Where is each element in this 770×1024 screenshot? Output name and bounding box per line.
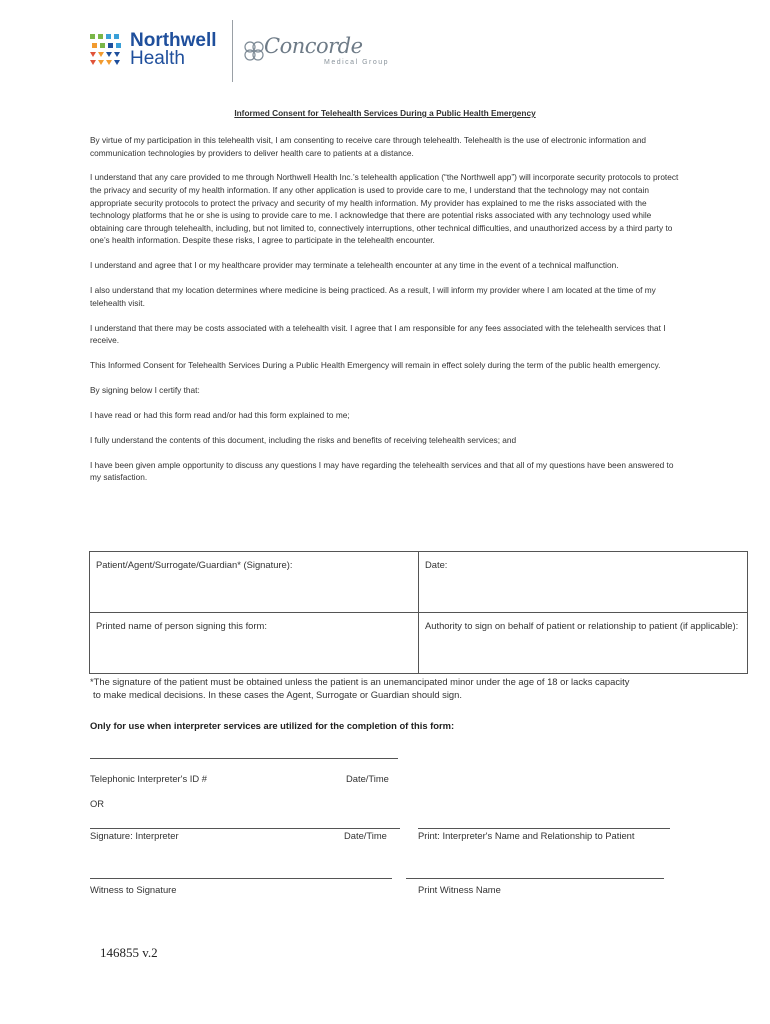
witness-print-line[interactable] <box>406 878 664 879</box>
date-field[interactable]: Date: <box>419 552 748 613</box>
date-time-label: Date/Time <box>346 773 389 784</box>
concorde-logo-icon <box>242 40 266 62</box>
concorde-logo-text: Concorde <box>264 34 363 58</box>
interpreter-print-label: Print: Interpreter's Name and Relationship to Patient <box>418 830 635 841</box>
paragraph: By signing below I certify that: <box>90 385 200 396</box>
paragraph: I have read or had this form read and/or had this form explained to me; <box>90 409 350 420</box>
printed-name-field[interactable]: Printed name of person signing this form: <box>90 613 419 674</box>
paragraph: I understand that any care provided to me through Northwell Health Inc.’s telehealth application (“the Northwell app”) will incorporate security protocols to protect the privacy and security of my health information. If any other application is used to provide care to me, I understand that the technology may not contain appropriate security protocols to protect the privacy and security of my health information. My provider has explained to me the risks associated with the technology platforms that he or she is using to provide care to me. I acknowledge that there are potential risks associated with any technology used while obtaining care through telehealth, including, but not limited to, connectively interruptions, other technical difficulties, and unauthorized access by a third party to one’s health information. Despite these risks, I agree to participate in the telehealth encounter. <box>90 172 679 246</box>
patient-signature-field[interactable]: Patient/Agent/Surrogate/Guardian* (Signature): <box>90 552 419 613</box>
northwell-logo-text <box>130 32 217 68</box>
telephonic-id-label: Telephonic Interpreter's ID # <box>90 773 207 784</box>
paragraph: I fully understand the contents of this document, including the risks and benefits of receiving telehealth services; and <box>90 434 517 445</box>
or-label: OR <box>90 798 105 809</box>
header-logos <box>88 18 408 84</box>
paragraph: I also understand that my location determines where medicine is being practiced. As a result, I will inform my provider where I am located at the time of my telehealth visit. <box>90 285 656 308</box>
date-time-label: Date/Time <box>344 830 387 841</box>
authority-field[interactable]: Authority to sign on behalf of patient or relationship to patient (if applicable): <box>419 613 748 674</box>
footnote-line: to make medical decisions. In these cases the Agent, Surrogate or Guardian should sign. <box>93 689 462 700</box>
paragraph: This Informed Consent for Telehealth Services During a Public Health Emergency will remain in effect solely during the term of the public health emergency. <box>90 360 661 371</box>
northwell-logo-icon <box>90 34 126 68</box>
interpreter-signature-label: Signature: Interpreter <box>90 830 179 841</box>
paragraph: I understand that there may be costs associated with a telehealth visit. I agree that I am responsible for any fees associated with the telehealth services that I receive. <box>90 322 666 346</box>
paragraph: I understand and agree that I or my healthcare provider may terminate a telehealth encounter at any time in the event of a technical malfunction. <box>90 260 619 271</box>
northwell-logo-line2: Health <box>130 48 185 69</box>
footnote-line: *The signature of the patient must be obtained unless the patient is an unemancipated minor under the age of 18 or lacks capacity <box>90 676 630 687</box>
concorde-logo-subtext: Medical Group <box>324 59 390 66</box>
paragraph: I have been given ample opportunity to discuss any questions I may have regarding the telehealth services and that all of my questions have been answered to my satisfaction. <box>90 459 674 483</box>
paragraph: By virtue of my participation in this telehealth visit, I am consenting to receive care through telehealth. Telehealth is the use of electronic information and communication technologies by providers to deliver health care to patients at a distance. <box>90 135 647 158</box>
signature-table <box>89 551 748 674</box>
northwell-logo-line1: Northwell <box>130 30 217 51</box>
logo-divider <box>232 20 233 82</box>
signature-footnote <box>90 675 710 701</box>
interpreter-heading: Only for use when interpreter services are utilized for the completion of this form: <box>90 720 455 731</box>
interpreter-print-line[interactable] <box>418 828 670 829</box>
interpreter-signature-line[interactable] <box>90 828 400 829</box>
witness-print-label: Print Witness Name <box>418 884 501 895</box>
document-title: Informed Consent for Telehealth Services During a Public Health Emergency <box>234 108 536 118</box>
witness-signature-line[interactable] <box>90 878 392 879</box>
telephonic-id-line[interactable] <box>90 758 398 759</box>
form-version: 146855 v.2 <box>100 945 158 960</box>
witness-signature-label: Witness to Signature <box>90 884 177 895</box>
consent-body <box>90 134 682 496</box>
